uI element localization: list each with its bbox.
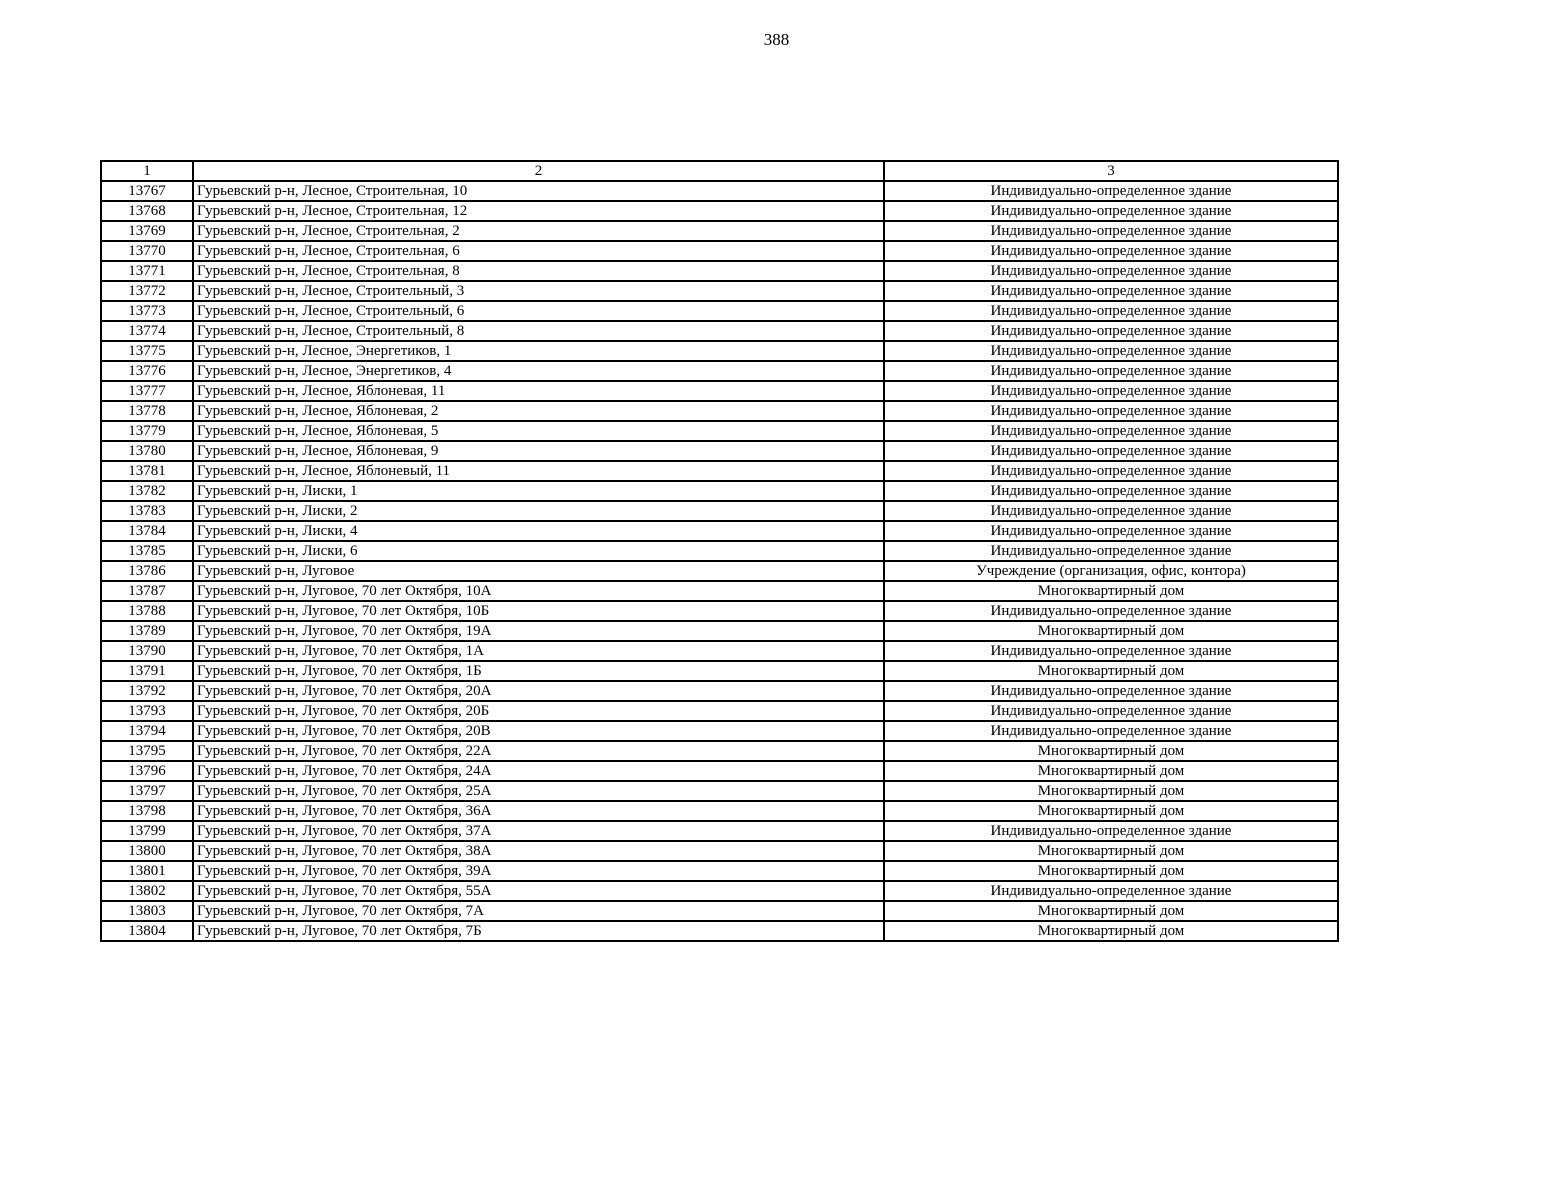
- table-row: [101, 481, 1338, 501]
- row-number: 13782: [101, 481, 193, 501]
- row-object-type: Индивидуально-определенное здание: [884, 361, 1338, 381]
- row-number: 13794: [101, 721, 193, 741]
- row-address: Гурьевский р-н, Луговое, 70 лет Октября, 36А: [193, 801, 884, 821]
- table-row: [101, 801, 1338, 821]
- row-number: 13787: [101, 581, 193, 601]
- header-cell-3: 3: [884, 161, 1338, 181]
- table-row: [101, 861, 1338, 881]
- row-address: Гурьевский р-н, Луговое, 70 лет Октября, 7Б: [193, 921, 884, 941]
- registry-table-body: [101, 161, 1338, 941]
- row-object-type: Индивидуально-определенное здание: [884, 641, 1338, 661]
- row-object-type: Индивидуально-определенное здание: [884, 601, 1338, 621]
- row-address: Гурьевский р-н, Лесное, Яблоневая, 11: [193, 381, 884, 401]
- row-number: 13790: [101, 641, 193, 661]
- row-address: Гурьевский р-н, Луговое, 70 лет Октября, 37А: [193, 821, 884, 841]
- table-row: [101, 601, 1338, 621]
- row-object-type: Индивидуально-определенное здание: [884, 881, 1338, 901]
- row-object-type: Многоквартирный дом: [884, 801, 1338, 821]
- registry-table: [100, 160, 1339, 942]
- table-row: [101, 521, 1338, 541]
- table-row: [101, 381, 1338, 401]
- table-row: [101, 221, 1338, 241]
- row-address: Гурьевский р-н, Луговое, 70 лет Октября, 55А: [193, 881, 884, 901]
- row-object-type: Многоквартирный дом: [884, 621, 1338, 641]
- row-number: 13796: [101, 761, 193, 781]
- row-object-type: Индивидуально-определенное здание: [884, 201, 1338, 221]
- row-object-type: Индивидуально-определенное здание: [884, 321, 1338, 341]
- row-object-type: Многоквартирный дом: [884, 661, 1338, 681]
- table-row: [101, 201, 1338, 221]
- row-number: 13781: [101, 461, 193, 481]
- row-address: Гурьевский р-н, Луговое, 70 лет Октября, 38А: [193, 841, 884, 861]
- row-number: 13780: [101, 441, 193, 461]
- row-object-type: Многоквартирный дом: [884, 761, 1338, 781]
- row-address: Гурьевский р-н, Лиски, 1: [193, 481, 884, 501]
- row-object-type: Индивидуально-определенное здание: [884, 481, 1338, 501]
- table-row: [101, 881, 1338, 901]
- row-number: 13786: [101, 561, 193, 581]
- table-row: [101, 561, 1338, 581]
- row-object-type: Индивидуально-определенное здание: [884, 221, 1338, 241]
- row-number: 13789: [101, 621, 193, 641]
- table-row: [101, 421, 1338, 441]
- row-number: 13772: [101, 281, 193, 301]
- table-row: [101, 641, 1338, 661]
- row-number: 13801: [101, 861, 193, 881]
- table-row: [101, 621, 1338, 641]
- row-address: Гурьевский р-н, Луговое: [193, 561, 884, 581]
- row-address: Гурьевский р-н, Лесное, Яблоневая, 9: [193, 441, 884, 461]
- table-row: [101, 821, 1338, 841]
- row-address: Гурьевский р-н, Лесное, Яблоневая, 2: [193, 401, 884, 421]
- row-object-type: Индивидуально-определенное здание: [884, 681, 1338, 701]
- table-row: [101, 401, 1338, 421]
- table-row: [101, 761, 1338, 781]
- row-object-type: Индивидуально-определенное здание: [884, 721, 1338, 741]
- row-object-type: Индивидуально-определенное здание: [884, 261, 1338, 281]
- row-object-type: Индивидуально-определенное здание: [884, 441, 1338, 461]
- row-address: Гурьевский р-н, Лесное, Яблоневая, 5: [193, 421, 884, 441]
- row-object-type: Индивидуально-определенное здание: [884, 461, 1338, 481]
- row-number: 13779: [101, 421, 193, 441]
- row-object-type: Индивидуально-определенное здание: [884, 341, 1338, 361]
- row-object-type: Индивидуально-определенное здание: [884, 301, 1338, 321]
- row-object-type: Индивидуально-определенное здание: [884, 381, 1338, 401]
- row-address: Гурьевский р-н, Лесное, Энергетиков, 4: [193, 361, 884, 381]
- row-object-type: Учреждение (организация, офис, контора): [884, 561, 1338, 581]
- table-row: [101, 901, 1338, 921]
- row-number: 13774: [101, 321, 193, 341]
- table-row: [101, 681, 1338, 701]
- row-object-type: Многоквартирный дом: [884, 581, 1338, 601]
- row-object-type: Многоквартирный дом: [884, 861, 1338, 881]
- row-number: 13791: [101, 661, 193, 681]
- row-address: Гурьевский р-н, Лесное, Строительный, 6: [193, 301, 884, 321]
- row-number: 13773: [101, 301, 193, 321]
- row-object-type: Многоквартирный дом: [884, 781, 1338, 801]
- row-object-type: Индивидуально-определенное здание: [884, 541, 1338, 561]
- table-row: [101, 441, 1338, 461]
- row-number: 13768: [101, 201, 193, 221]
- row-number: 13803: [101, 901, 193, 921]
- row-number: 13771: [101, 261, 193, 281]
- row-address: Гурьевский р-н, Лесное, Строительная, 12: [193, 201, 884, 221]
- table-row: [101, 281, 1338, 301]
- row-address: Гурьевский р-н, Луговое, 70 лет Октября, 1Б: [193, 661, 884, 681]
- table-row: [101, 841, 1338, 861]
- row-object-type: Индивидуально-определенное здание: [884, 821, 1338, 841]
- row-number: 13798: [101, 801, 193, 821]
- table-row: [101, 921, 1338, 941]
- row-address: Гурьевский р-н, Лесное, Строительная, 8: [193, 261, 884, 281]
- row-address: Гурьевский р-н, Луговое, 70 лет Октября, 22А: [193, 741, 884, 761]
- row-object-type: Индивидуально-определенное здание: [884, 181, 1338, 201]
- row-number: 13797: [101, 781, 193, 801]
- row-number: 13783: [101, 501, 193, 521]
- row-object-type: Многоквартирный дом: [884, 921, 1338, 941]
- row-address: Гурьевский р-н, Луговое, 70 лет Октября, 7А: [193, 901, 884, 921]
- row-address: Гурьевский р-н, Луговое, 70 лет Октября, 20Б: [193, 701, 884, 721]
- row-object-type: Индивидуально-определенное здание: [884, 241, 1338, 261]
- row-address: Гурьевский р-н, Луговое, 70 лет Октября, 1А: [193, 641, 884, 661]
- row-address: Гурьевский р-н, Лесное, Энергетиков, 1: [193, 341, 884, 361]
- row-number: 13776: [101, 361, 193, 381]
- row-number: 13804: [101, 921, 193, 941]
- row-address: Гурьевский р-н, Луговое, 70 лет Октября, 24А: [193, 761, 884, 781]
- row-number: 13775: [101, 341, 193, 361]
- row-object-type: Индивидуально-определенное здание: [884, 501, 1338, 521]
- table-row: [101, 321, 1338, 341]
- row-number: 13800: [101, 841, 193, 861]
- row-number: 13769: [101, 221, 193, 241]
- row-number: 13793: [101, 701, 193, 721]
- table-row: [101, 581, 1338, 601]
- row-object-type: Индивидуально-определенное здание: [884, 281, 1338, 301]
- row-number: 13802: [101, 881, 193, 901]
- row-address: Гурьевский р-н, Луговое, 70 лет Октября, 39А: [193, 861, 884, 881]
- row-address: Гурьевский р-н, Лесное, Строительная, 2: [193, 221, 884, 241]
- table-row: [101, 781, 1338, 801]
- row-number: 13792: [101, 681, 193, 701]
- row-address: Гурьевский р-н, Луговое, 70 лет Октября, 10Б: [193, 601, 884, 621]
- table-row: [101, 721, 1338, 741]
- table-row: [101, 341, 1338, 361]
- table-row: [101, 741, 1338, 761]
- page-number: 388: [763, 30, 790, 49]
- table-row: [101, 301, 1338, 321]
- row-object-type: Многоквартирный дом: [884, 901, 1338, 921]
- table-row: [101, 701, 1338, 721]
- row-object-type: Индивидуально-определенное здание: [884, 701, 1338, 721]
- row-number: 13784: [101, 521, 193, 541]
- row-object-type: Индивидуально-определенное здание: [884, 521, 1338, 541]
- row-address: Гурьевский р-н, Луговое, 70 лет Октября, 25А: [193, 781, 884, 801]
- table-row: [101, 461, 1338, 481]
- header-cell-1: 1: [101, 161, 193, 181]
- header-cell-2: 2: [193, 161, 884, 181]
- table-row: [101, 501, 1338, 521]
- table-row: [101, 261, 1338, 281]
- row-address: Гурьевский р-н, Лесное, Строительная, 10: [193, 181, 884, 201]
- row-address: Гурьевский р-н, Лесное, Строительный, 3: [193, 281, 884, 301]
- row-number: 13778: [101, 401, 193, 421]
- table-header-row: [101, 161, 1338, 181]
- row-address: Гурьевский р-н, Лесное, Яблоневый, 11: [193, 461, 884, 481]
- row-address: Гурьевский р-н, Луговое, 70 лет Октября, 10А: [193, 581, 884, 601]
- row-number: 13785: [101, 541, 193, 561]
- table-row: [101, 361, 1338, 381]
- row-address: Гурьевский р-н, Лесное, Строительный, 8: [193, 321, 884, 341]
- row-object-type: Многоквартирный дом: [884, 841, 1338, 861]
- row-address: Гурьевский р-н, Луговое, 70 лет Октября, 20В: [193, 721, 884, 741]
- row-number: 13799: [101, 821, 193, 841]
- row-address: Гурьевский р-н, Лиски, 6: [193, 541, 884, 561]
- row-object-type: Индивидуально-определенное здание: [884, 421, 1338, 441]
- table-row: [101, 241, 1338, 261]
- row-number: 13767: [101, 181, 193, 201]
- row-address: Гурьевский р-н, Лиски, 4: [193, 521, 884, 541]
- row-address: Гурьевский р-н, Лиски, 2: [193, 501, 884, 521]
- row-number: 13770: [101, 241, 193, 261]
- row-object-type: Индивидуально-определенное здание: [884, 401, 1338, 421]
- row-number: 13777: [101, 381, 193, 401]
- row-number: 13788: [101, 601, 193, 621]
- row-address: Гурьевский р-н, Лесное, Строительная, 6: [193, 241, 884, 261]
- table-row: [101, 541, 1338, 561]
- row-address: Гурьевский р-н, Луговое, 70 лет Октября, 20А: [193, 681, 884, 701]
- row-number: 13795: [101, 741, 193, 761]
- table-row: [101, 181, 1338, 201]
- table-row: [101, 661, 1338, 681]
- row-object-type: Многоквартирный дом: [884, 741, 1338, 761]
- row-address: Гурьевский р-н, Луговое, 70 лет Октября, 19А: [193, 621, 884, 641]
